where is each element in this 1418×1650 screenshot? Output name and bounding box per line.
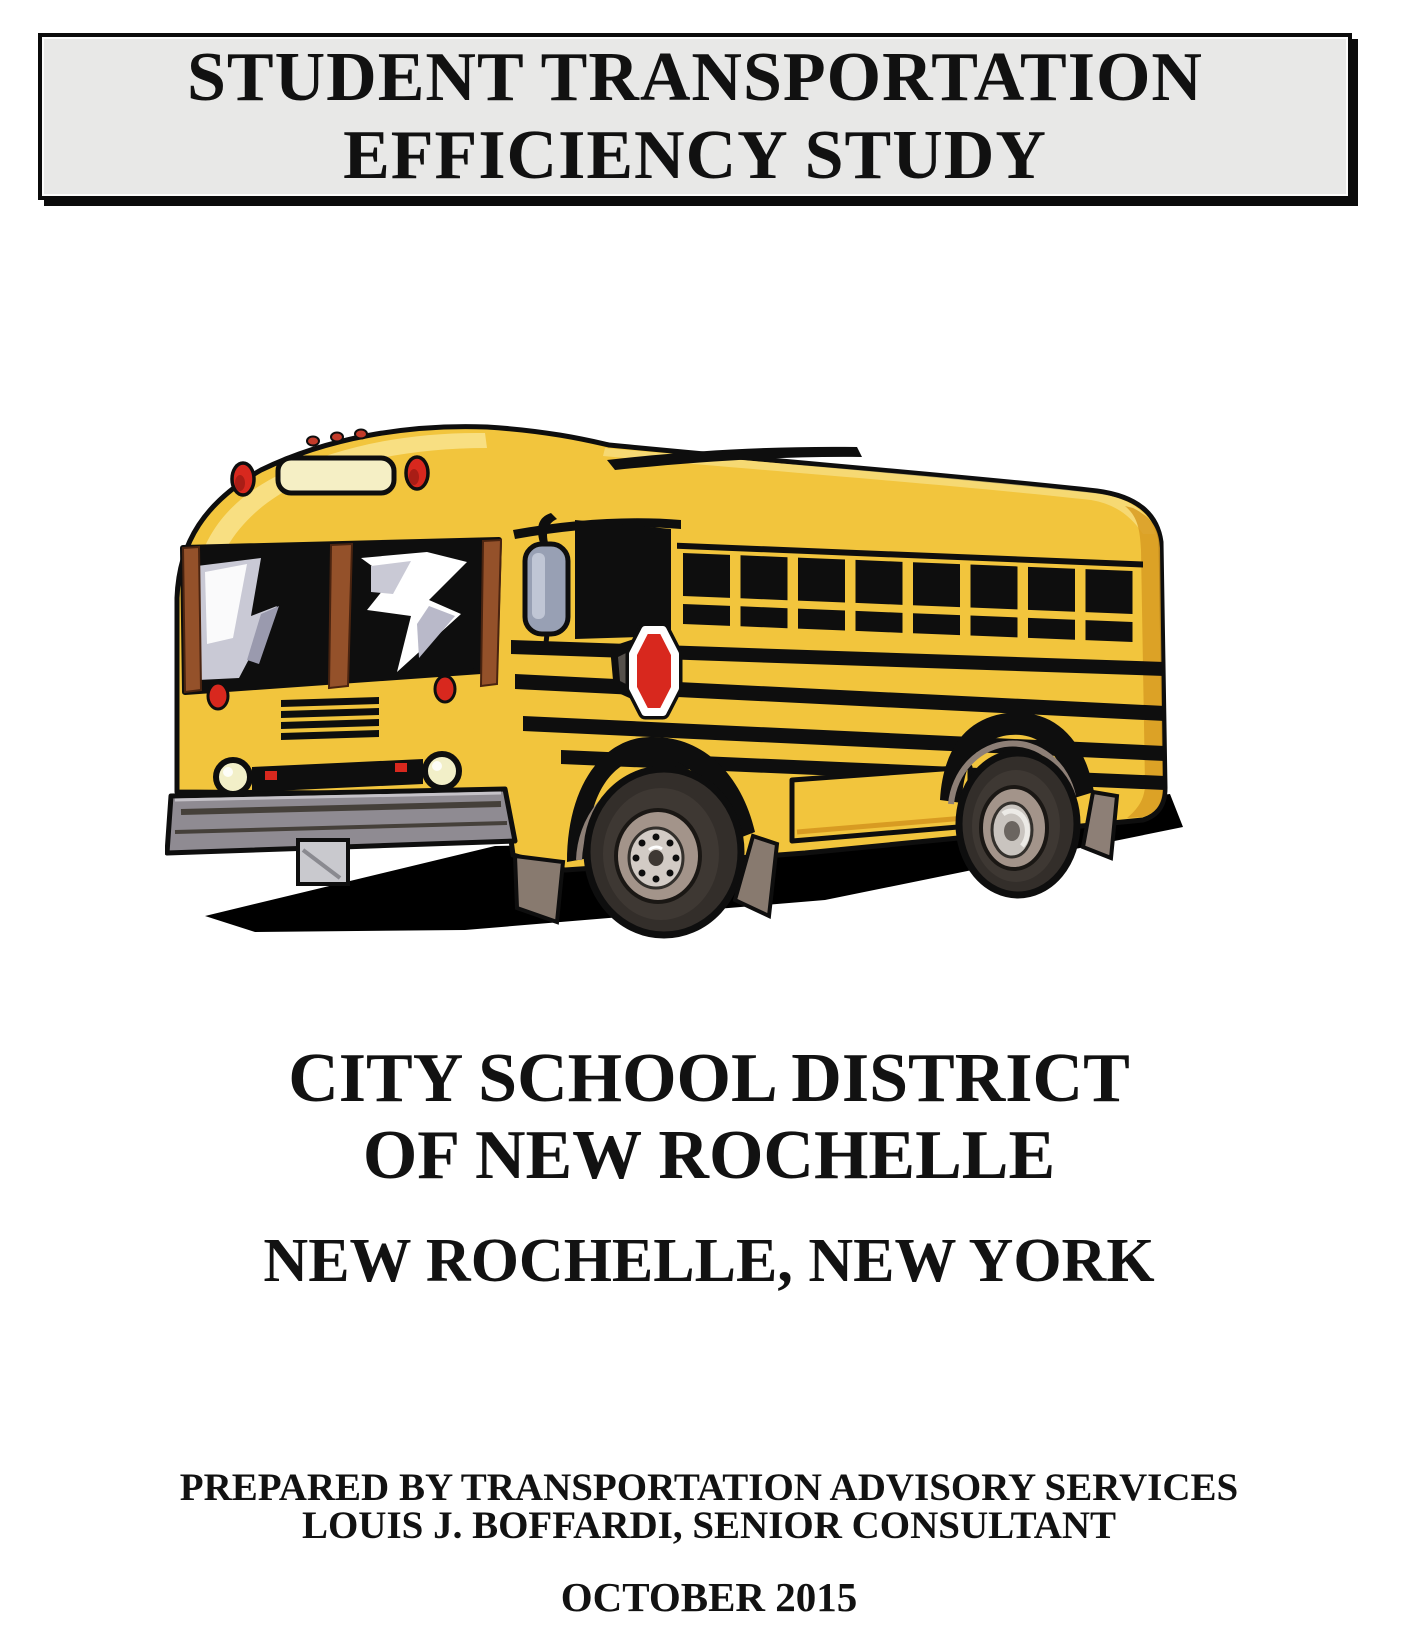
district-line-2: OF NEW ROCHELLE [362, 1117, 1056, 1194]
destination-sign [278, 458, 394, 493]
district-line-1: CITY SCHOOL DISTRICT [288, 1040, 1130, 1117]
title-line-1: STUDENT TRANSPORTATION [187, 38, 1203, 116]
hood-marker-left [208, 683, 228, 709]
location-heading: NEW ROCHELLE, NEW YORK [263, 1227, 1155, 1295]
district-heading [0, 1040, 1418, 1194]
title-line-2: EFFICIENCY STUDY [343, 116, 1047, 194]
document-date: OCTOBER 2015 [560, 1574, 858, 1620]
windshield [183, 540, 501, 692]
driver-window [575, 520, 671, 639]
prepared-line-1: PREPARED BY TRANSPORTATION ADVISORY SERVICES [179, 1466, 1239, 1509]
school-bus-illustration [165, 400, 1185, 950]
school-bus-icon [165, 400, 1185, 950]
prepared-line-2: LOUIS J. BOFFARDI, SENIOR CONSULTANT [301, 1504, 1117, 1547]
hood-marker-right [435, 676, 455, 702]
title-box [38, 33, 1352, 200]
prepared-by-block [0, 1466, 1418, 1547]
license-plate [298, 840, 348, 884]
